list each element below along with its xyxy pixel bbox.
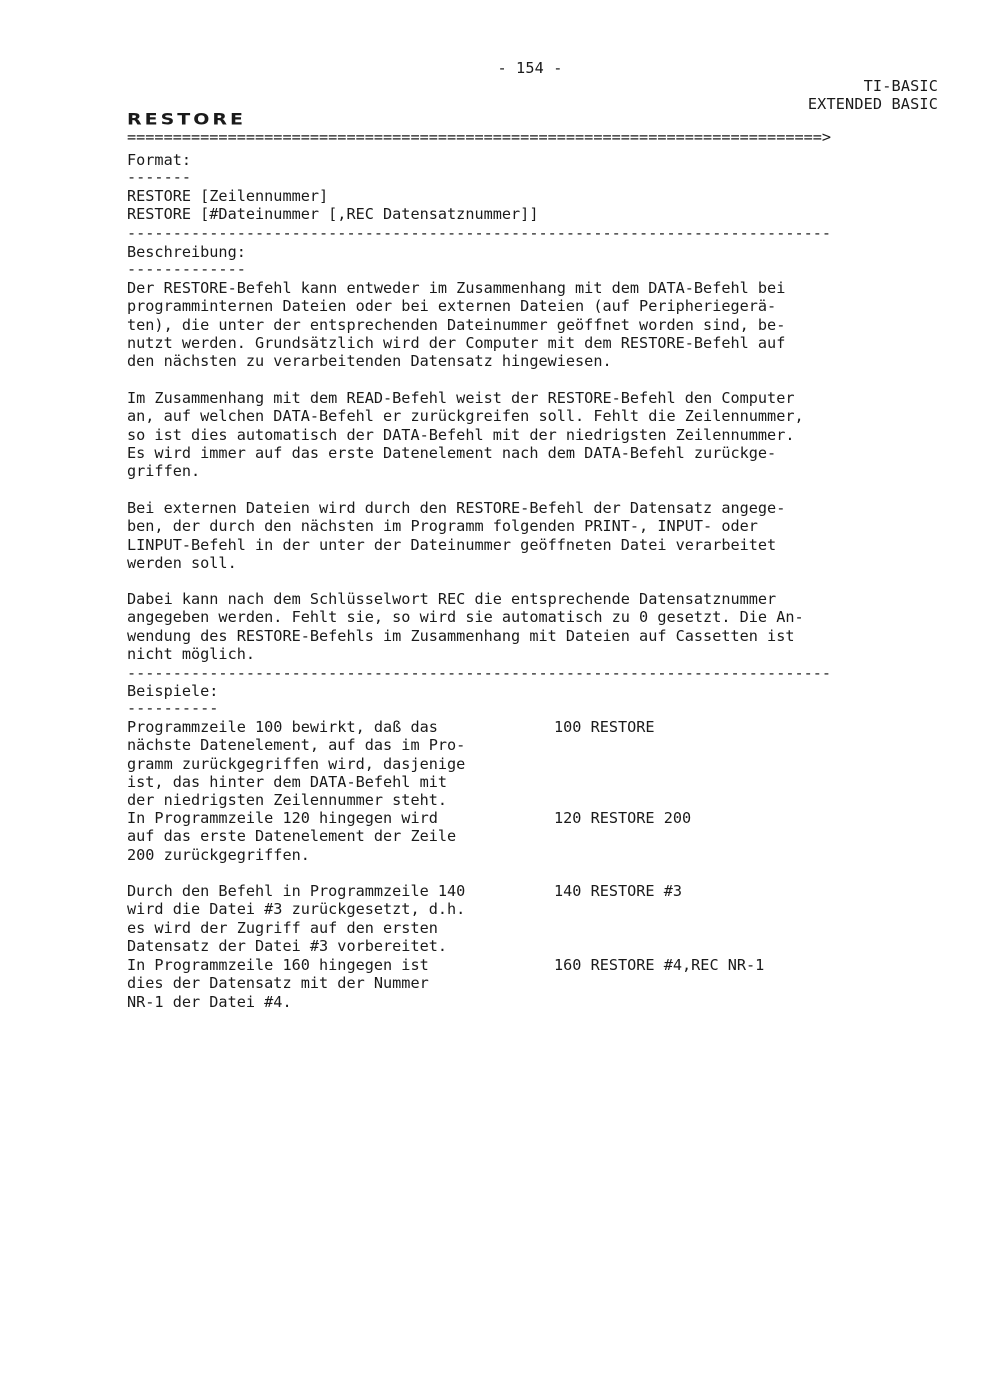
- description-paragraph-1: Der RESTORE-Befehl kann entweder im Zusammenhang mit dem DATA-Befehl bei programminternen Dateien oder bei externen Dateien (auf Peripheriegerä- ten), die unter der entsprechenden Dateinummer geöffnet worden sind, be- nutzt werden. Grundsätzlich wird der Computer mit dem RESTORE-Befehl auf den nächsten zu verarbeitenden Datensatz hingewiesen.: [127, 279, 786, 371]
- example-code-3: 140 RESTORE #3: [554, 882, 683, 900]
- example-text-3: Durch den Befehl in Programmzeile 140 wird die Datei #3 zurückgesetzt, d.h. es wird der Zugriff auf den ersten Datensatz der Datei #3 vorbereitet.: [127, 882, 466, 955]
- section-title: RESTORE: [127, 110, 247, 129]
- dash-rule: -----------------------------------------------------------------------------: [127, 664, 832, 682]
- description-underline: -------------: [127, 260, 246, 278]
- description-paragraph-4: Dabei kann nach dem Schlüsselwort REC die entsprechende Datensatznummer angegeben werden. Fehlt sie, so wird sie automatisch zu 0 gesetzt. Die An- wendung des RESTORE-Befehls im Zusammenhang mit Dateien auf Cassetten ist nicht möglich.: [127, 590, 804, 663]
- examples-underline: ----------: [127, 699, 219, 717]
- header-line-1: TI-BASIC: [863, 77, 938, 95]
- example-text-1: Programmzeile 100 bewirkt, daß das nächste Datenelement, auf das im Pro- gramm zurückgegriffen wird, dasjenige ist, das hinter dem DATA-Befehl mit der niedrigsten Zeilennummer steht.: [127, 718, 466, 810]
- example-text-4: In Programmzeile 160 hingegen ist dies der Datensatz mit der Nummer NR-1 der Datei #4.: [127, 956, 429, 1011]
- example-code-2: 120 RESTORE 200: [554, 809, 692, 827]
- page-number: - 154 -: [497, 59, 563, 77]
- format-underline: -------: [127, 168, 192, 186]
- format-label: Format:: [127, 151, 192, 169]
- double-rule: ============================================================================>: [127, 128, 832, 146]
- format-line-1: RESTORE [Zeilennummer]: [127, 187, 329, 205]
- description-paragraph-2: Im Zusammenhang mit dem READ-Befehl weist der RESTORE-Befehl den Computer an, auf welchen DATA-Befehl er zurückgreifen soll. Fehlt die Zeilennummer, so ist dies automatisch der DATA-Befehl mit der niedrigsten Zeilennummer. Es wird immer auf das erste Datenelement nach dem DATA-Befehl zurückge- griffen.: [127, 389, 804, 481]
- example-code-4: 160 RESTORE #4,REC NR-1: [554, 956, 765, 974]
- description-label: Beschreibung:: [127, 243, 246, 261]
- description-paragraph-3: Bei externen Dateien wird durch den RESTORE-Befehl der Datensatz angege- ben, der durch den nächsten im Programm folgenden PRINT-, INPUT- oder LINPUT-Befehl in der unter der Dateinummer geöffneten Datei verarbeitet werden soll.: [127, 499, 786, 572]
- dash-rule: -----------------------------------------------------------------------------: [127, 224, 832, 242]
- example-code-1: 100 RESTORE: [554, 718, 655, 736]
- header-line-2: EXTENDED BASIC: [807, 95, 938, 113]
- format-line-2: RESTORE [#Dateinummer [,REC Datensatznummer]]: [127, 205, 539, 223]
- example-text-2: In Programmzeile 120 hingegen wird auf das erste Datenelement der Zeile 200 zurückgegriffen.: [127, 809, 457, 864]
- examples-label: Beispiele:: [127, 682, 219, 700]
